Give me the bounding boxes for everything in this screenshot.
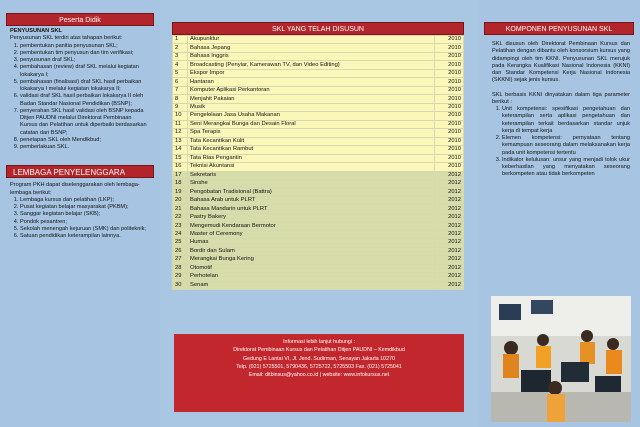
course-name: Perhotelan xyxy=(188,273,435,281)
table-row xyxy=(173,179,464,187)
row-number: 11 xyxy=(173,120,188,128)
course-year: 2012 xyxy=(435,222,464,230)
course-name: Otomotif xyxy=(188,264,435,272)
row-number: 16 xyxy=(173,163,188,171)
komponen-header: KOMPONEN PENYUSUNAN SKL xyxy=(484,22,634,35)
course-year: 2010 xyxy=(435,44,464,52)
course-name: Pengelolaan Jasa Usaha Makanan xyxy=(188,112,435,120)
course-name: Hantaran xyxy=(188,78,435,86)
table-row xyxy=(173,230,464,238)
table-row xyxy=(173,86,464,94)
table-row xyxy=(173,273,464,281)
course-name: Tata Kecantikan Rambut xyxy=(188,146,435,154)
komponen-para1: SKL disusun oleh Direktorat Pembinaan Kursus dan Pelatihan dengan dibantu oleh konsorsium kursus yang didampingi oleh tim KKNI. Penyusunan SKL merujuk pada Kerangka Kualifikasi Nasional Indonesia (KKNI) dan Standar Kompetensi Kerja Nasional Indonesia (SKKNI) sejak jenis kursus. xyxy=(492,41,630,84)
peserta-didik-header: Peserta Didik xyxy=(6,13,154,26)
course-year: 2010 xyxy=(435,112,464,120)
course-year: 2012 xyxy=(435,239,464,247)
penyusunan-skl-title: PENYUSUNAN SKL xyxy=(10,28,62,34)
course-year: 2010 xyxy=(435,103,464,111)
course-year: 2012 xyxy=(435,247,464,255)
row-number: 21 xyxy=(173,205,188,213)
penyusunan-step: 7. penyerahan SKL hasil validasi oleh BSNP kepada Ditjen PAUDNI melalui Direktorat Pembinaan Kursus dan Pelatihan untuk diperbaiki berdasarkan catatan dari BSNP; xyxy=(20,108,150,137)
skl-table-wrapper xyxy=(172,22,464,290)
course-year: 2012 xyxy=(435,205,464,213)
course-name: Merangkai Bunga Kering xyxy=(188,256,435,264)
course-name: Pengobatan Tradisional (Battra) xyxy=(188,188,435,196)
lembaga-header: LEMBAGA PENYELENGGARA xyxy=(6,165,154,178)
table-row xyxy=(173,52,464,60)
row-number: 27 xyxy=(173,256,188,264)
course-year: 2010 xyxy=(435,69,464,77)
lembaga-intro: Program PKH dapat diselenggarakan oleh lembaga-lembaga berikut: xyxy=(10,182,140,196)
course-year: 2010 xyxy=(435,154,464,162)
table-row xyxy=(173,103,464,111)
penyusunan-step: 5. pembahasan (finalisasi) draf SKL hasil perbaikan lokakarya I melalui kegiatan lokakarya II; xyxy=(20,79,150,94)
lembaga-item: 1. Lembaga kursus dan pelatihan (LKP); xyxy=(20,197,150,204)
penyusunan-step: 1. pembentukan panitia penyusunan SKL; xyxy=(20,43,150,50)
row-number: 5 xyxy=(173,69,188,77)
course-year: 2012 xyxy=(435,171,464,179)
lembaga-item: 6. Satuan pendidikan keterampilan lainnya. xyxy=(20,233,150,240)
course-year: 2012 xyxy=(435,213,464,221)
course-name: Seni Merangkai Bunga dan Desain Floral xyxy=(188,120,435,128)
course-name: Sekretaris xyxy=(188,171,435,179)
course-year: 2010 xyxy=(435,86,464,94)
parameter-item: 1. Unit kompetensi: spesifikasi pengetahuan dan keterampilan serta aplikasi pengetahuan dan keterampilan terkait berdasarkan standar unjuk kerja di tempat kerja xyxy=(502,106,630,135)
penyusunan-skl-section xyxy=(0,28,160,151)
row-number: 17 xyxy=(173,171,188,179)
table-row xyxy=(173,205,464,213)
left-panel xyxy=(0,0,160,427)
table-row xyxy=(173,129,464,137)
row-number: 18 xyxy=(173,179,188,187)
course-name: Komputer Aplikasi Perkantoran xyxy=(188,86,435,94)
row-number: 20 xyxy=(173,196,188,204)
skl-table xyxy=(172,35,464,290)
row-number: 9 xyxy=(173,103,188,111)
komponen-para2: SKL berbasis KKNI dinyatakan dalam tiga parameter berikut : xyxy=(492,91,630,105)
course-year: 2012 xyxy=(435,256,464,264)
lembaga-section xyxy=(0,182,160,240)
course-year: 2010 xyxy=(435,120,464,128)
table-row xyxy=(173,239,464,247)
course-year: 2010 xyxy=(435,129,464,137)
parameter-item: 3. Indikator kelulusan: unsur yang menjadi tolok ukur keberhasilan yang menyatakan seseorang berkompeten atau tidak berkompeten xyxy=(502,157,630,179)
course-year: 2010 xyxy=(435,163,464,171)
row-number: 25 xyxy=(173,239,188,247)
course-name: Bordir dan Sulam xyxy=(188,247,435,255)
table-row xyxy=(173,163,464,171)
penyusunan-step: 4. pembahasan (review) draf SKL melalui kegiatan lokakarya I; xyxy=(20,64,150,79)
classroom-photo xyxy=(491,296,631,422)
table-row xyxy=(173,112,464,120)
row-number: 8 xyxy=(173,95,188,103)
penyusunan-steps-list xyxy=(10,43,150,152)
row-number: 12 xyxy=(173,129,188,137)
table-row xyxy=(173,36,464,44)
course-name: Humas xyxy=(188,239,435,247)
course-year: 2010 xyxy=(435,146,464,154)
info-line: Gedung E Lantai VI, Jl. Jend. Sudirman, Senayan Jakarta 10270 xyxy=(243,355,395,362)
course-name: Bahasa Jepang xyxy=(188,44,435,52)
course-name: Menjahit Pakaian xyxy=(188,95,435,103)
table-row xyxy=(173,247,464,255)
row-number: 13 xyxy=(173,137,188,145)
parameter-item: 2. Elemen kompetensi: pernyataan tentang kemampuan seseorang dalam melaksanakan kerja pada unit kompetensi tertentu xyxy=(502,135,630,157)
table-row xyxy=(173,171,464,179)
course-year: 2010 xyxy=(435,52,464,60)
row-number: 19 xyxy=(173,188,188,196)
komponen-section xyxy=(478,41,640,179)
info-line: Direktorat Pembinaan Kursus dan Pelatihan Ditjen PAUDNI – Kemdikbud xyxy=(233,347,405,354)
course-name: Spa Terapis xyxy=(188,129,435,137)
parameter-list xyxy=(492,106,630,179)
table-row xyxy=(173,137,464,145)
table-row xyxy=(173,188,464,196)
row-number: 22 xyxy=(173,213,188,221)
info-line: Email: ditbinsus@yahoo.co.id | website: www.infokursus.net xyxy=(248,372,390,379)
course-name: Pastry Bakery xyxy=(188,213,435,221)
table-row xyxy=(173,154,464,162)
penyusunan-step: 8. penetapan SKL oleh Mendikbud; xyxy=(20,137,150,144)
table-row xyxy=(173,61,464,69)
course-year: 2012 xyxy=(435,281,464,289)
table-row xyxy=(173,222,464,230)
course-year: 2012 xyxy=(435,196,464,204)
penyusunan-step: 6. validasi draf SKL hasil perbaikan lokakarya II oleh Badan Standar Nasional Pendidikan (BSNP); xyxy=(20,93,150,108)
course-name: Teknisi Akuntansi xyxy=(188,163,435,171)
table-row xyxy=(173,146,464,154)
course-year: 2010 xyxy=(435,78,464,86)
lembaga-item: 5. Sekolah menengah kejuruan (SMK) dan politeknik; xyxy=(20,226,150,233)
lembaga-item: 3. Sanggar kegiatan belajar (SKB); xyxy=(20,211,150,218)
course-year: 2010 xyxy=(435,137,464,145)
table-row xyxy=(173,196,464,204)
course-name: Ekspor Impor xyxy=(188,69,435,77)
row-number: 30 xyxy=(173,281,188,289)
row-number: 10 xyxy=(173,112,188,120)
row-number: 2 xyxy=(173,44,188,52)
course-year: 2010 xyxy=(435,36,464,44)
course-name: Bahasa Arab untuk PLRT xyxy=(188,196,435,204)
course-year: 2012 xyxy=(435,264,464,272)
course-name: Bahasa Mandarin untuk PLRT xyxy=(188,205,435,213)
course-name: Bahasa Inggris xyxy=(188,52,435,60)
info-line: Informasi lebih lanjut hubungi : xyxy=(283,339,355,345)
course-name: Broadcasting (Penyiar, Kamerawan TV, dan Video Editing) xyxy=(188,61,435,69)
course-year: 2012 xyxy=(435,273,464,281)
lembaga-list xyxy=(10,197,150,241)
lembaga-item: 2. Pusat kegiatan belajar masyarakat (PKBM); xyxy=(20,204,150,211)
table-row xyxy=(173,281,464,289)
lembaga-item: 4. Pondok pesantren; xyxy=(20,219,150,226)
table-row xyxy=(173,78,464,86)
course-name: Senam xyxy=(188,281,435,289)
table-row xyxy=(173,44,464,52)
penyusunan-step: 2. pembentukan tim penyusun dan tim verifikasi; xyxy=(20,50,150,57)
course-year: 2010 xyxy=(435,95,464,103)
table-row xyxy=(173,213,464,221)
course-name: Master of Ceremony xyxy=(188,230,435,238)
course-name: Tata Kecantikan Kulit xyxy=(188,137,435,145)
row-number: 1 xyxy=(173,36,188,44)
course-year: 2012 xyxy=(435,179,464,187)
row-number: 15 xyxy=(173,154,188,162)
table-row xyxy=(173,95,464,103)
penyusunan-step: 3. penyusunan draf SKL; xyxy=(20,57,150,64)
course-year: 2010 xyxy=(435,61,464,69)
row-number: 6 xyxy=(173,78,188,86)
table-row xyxy=(173,256,464,264)
row-number: 3 xyxy=(173,52,188,60)
course-name: Mengemudi Kendaraan Bermotor xyxy=(188,222,435,230)
row-number: 26 xyxy=(173,247,188,255)
row-number: 29 xyxy=(173,273,188,281)
row-number: 23 xyxy=(173,222,188,230)
row-number: 28 xyxy=(173,264,188,272)
row-number: 7 xyxy=(173,86,188,94)
course-name: Akupunktur xyxy=(188,36,435,44)
table-row xyxy=(173,120,464,128)
table-row xyxy=(173,69,464,77)
row-number: 14 xyxy=(173,146,188,154)
course-name: Sinshe xyxy=(188,179,435,187)
contact-info-box xyxy=(174,334,464,412)
course-name: Tata Rias Pengantin xyxy=(188,154,435,162)
course-name: Musik xyxy=(188,103,435,111)
table-row xyxy=(173,264,464,272)
course-year: 2012 xyxy=(435,188,464,196)
skl-table-header: SKL YANG TELAH DISUSUN xyxy=(172,22,464,35)
course-year: 2012 xyxy=(435,230,464,238)
info-line: Telp. (021) 5725501, 5790436, 5725722, 5725503 Fax. (021) 5725041 xyxy=(236,363,402,370)
row-number: 4 xyxy=(173,61,188,69)
classroom-photo-illustration xyxy=(491,296,631,422)
penyusunan-intro: Penyusunan SKL terdiri atas tahapan berikut: xyxy=(10,35,123,42)
row-number: 24 xyxy=(173,230,188,238)
penyusunan-step: 9. pemberlakuan SKL. xyxy=(20,144,150,151)
